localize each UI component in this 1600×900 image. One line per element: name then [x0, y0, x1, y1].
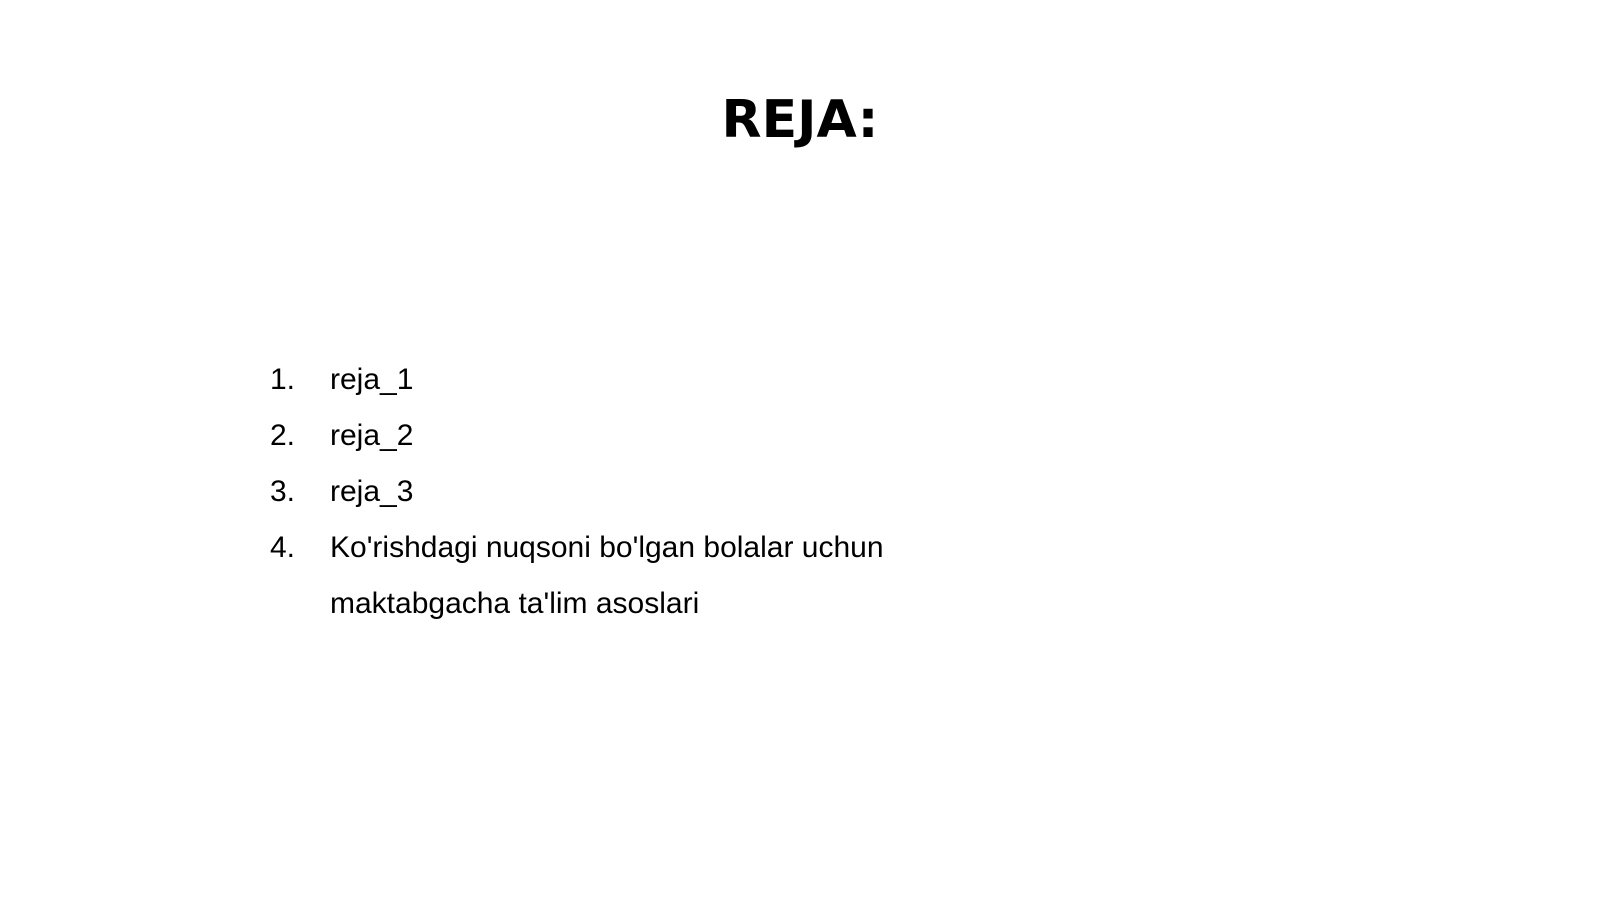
plan-item-text: reja_3 — [330, 475, 414, 508]
plan-item-1 — [270, 352, 950, 408]
plan-item-number: 4. — [270, 531, 296, 564]
plan-item-3 — [270, 464, 950, 520]
slide-title: REJA: — [721, 90, 879, 150]
plan-item-text: Ko'rishdagi nuqsoni bo'lgan bolalar uchun maktabgacha ta'lim asoslari — [330, 531, 884, 620]
plan-item-text: reja_1 — [330, 363, 414, 396]
plan-item-2 — [270, 408, 950, 464]
plan-list — [270, 352, 950, 632]
plan-item-text: reja_2 — [330, 419, 414, 452]
plan-item-number: 2. — [270, 419, 296, 452]
plan-item-4 — [270, 520, 950, 632]
plan-item-number: 3. — [270, 475, 296, 508]
plan-item-number: 1. — [270, 363, 296, 396]
